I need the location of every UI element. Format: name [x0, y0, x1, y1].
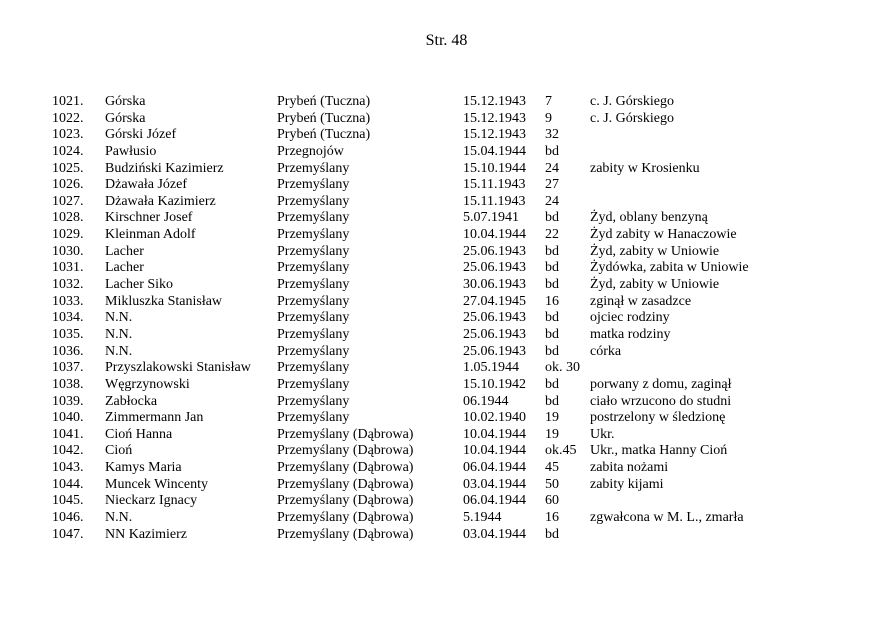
list-item [0, 177, 893, 194]
record-number: 1022. [52, 110, 84, 126]
list-item [0, 460, 893, 477]
record-date: 25.06.1943 [463, 260, 526, 276]
record-note: ciało wrzucono do studni [590, 393, 732, 409]
record-number: 1047. [52, 526, 84, 542]
list-item [0, 194, 893, 211]
record-date: 15.12.1943 [463, 127, 526, 143]
record-name: Lacher [105, 260, 144, 276]
record-age: 7 [545, 94, 552, 109]
record-number: 1046. [52, 510, 84, 526]
record-number: 1042. [52, 443, 84, 459]
record-name: Pawłusio [105, 143, 157, 159]
record-name: Górska [105, 110, 146, 126]
record-age: ok. 30 [545, 360, 580, 376]
record-age: bd [545, 143, 559, 159]
record-date: 15.10.1942 [463, 376, 526, 392]
record-date: 06.04.1944 [463, 493, 526, 509]
records-list [0, 94, 893, 543]
record-date: 25.06.1943 [463, 326, 526, 342]
record-date: 10.02.1940 [463, 410, 526, 426]
record-number: 1040. [52, 410, 84, 426]
record-note: Żyd, zabity w Uniowie [590, 277, 720, 293]
record-name: N.N. [105, 310, 133, 326]
list-item [0, 210, 893, 227]
record-name: Przyszlakowski Stanisław [105, 360, 251, 376]
record-name: N.N. [105, 326, 133, 342]
record-age: bd [545, 526, 559, 542]
list-item [0, 443, 893, 460]
list-item [0, 244, 893, 261]
record-age: bd [545, 393, 559, 409]
record-note: c. J. Górskiego [590, 110, 674, 126]
record-name: N.N. [105, 510, 133, 526]
record-number: 1028. [52, 210, 84, 226]
record-name: N.N. [105, 343, 133, 359]
record-number: 1021. [52, 94, 84, 109]
record-place: Przemyślany (Dąbrowa) [277, 526, 414, 542]
list-item [0, 111, 893, 128]
record-age: bd [545, 376, 559, 392]
record-place: Prybeń (Tuczna) [277, 110, 371, 126]
record-note: Ukr. [590, 426, 615, 442]
record-place: Przemyślany (Dąbrowa) [277, 426, 414, 442]
record-age: bd [545, 260, 559, 276]
record-date: 5.07.1941 [463, 210, 519, 226]
list-item [0, 327, 893, 344]
list-item [0, 260, 893, 277]
record-name: Lacher [105, 243, 144, 259]
record-age: bd [545, 210, 559, 226]
record-name: Budziński Kazimierz [105, 160, 224, 176]
record-number: 1036. [52, 343, 84, 359]
list-item [0, 344, 893, 361]
record-number: 1035. [52, 326, 84, 342]
record-name: Lacher Siko [105, 277, 174, 293]
record-age: 50 [545, 476, 559, 492]
list-item [0, 127, 893, 144]
list-item [0, 294, 893, 311]
record-name: Kirschner Josef [105, 210, 193, 226]
record-date: 25.06.1943 [463, 243, 526, 259]
record-date: 06.04.1944 [463, 460, 526, 476]
record-name: Górski Józef [105, 127, 177, 143]
record-age: bd [545, 343, 559, 359]
record-place: Przemyślany [277, 243, 350, 259]
record-number: 1038. [52, 376, 84, 392]
record-date: 10.04.1944 [463, 227, 526, 243]
record-place: Przemyślany [277, 277, 350, 293]
list-item [0, 510, 893, 527]
record-date: 03.04.1944 [463, 526, 526, 542]
record-place: Prybeń (Tuczna) [277, 127, 371, 143]
record-number: 1027. [52, 193, 84, 209]
record-date: 03.04.1944 [463, 476, 526, 492]
list-item [0, 377, 893, 394]
record-date: 5.1944 [463, 510, 502, 526]
record-number: 1030. [52, 243, 84, 259]
record-place: Przemyślany [277, 360, 350, 376]
record-date: 10.04.1944 [463, 443, 526, 459]
record-age: 16 [545, 293, 559, 309]
record-name: Węgrzynowski [105, 376, 190, 392]
record-name: Dżawała Józef [105, 177, 188, 193]
record-note: zabity w Krosienku [590, 160, 700, 176]
record-name: Nieckarz Ignacy [105, 493, 198, 509]
record-note: córka [590, 343, 622, 359]
record-number: 1025. [52, 160, 84, 176]
record-note: Ukr., matka Hanny Cioń [590, 443, 728, 459]
record-place: Przemyślany [277, 293, 350, 309]
list-item [0, 144, 893, 161]
record-name: Zabłocka [105, 393, 158, 409]
record-number: 1024. [52, 143, 84, 159]
record-number: 1037. [52, 360, 84, 376]
record-date: 15.11.1943 [463, 193, 526, 209]
record-number: 1045. [52, 493, 84, 509]
record-place: Przemyślany [277, 193, 350, 209]
list-item [0, 227, 893, 244]
record-place: Prybeń (Tuczna) [277, 94, 371, 109]
list-item [0, 310, 893, 327]
record-place: Przemyślany [277, 376, 350, 392]
record-date: 1.05.1944 [463, 360, 519, 376]
record-note: Żyd zabity w Hanaczowie [590, 227, 737, 243]
record-note: zabita nożami [590, 460, 669, 476]
record-place: Przemyślany (Dąbrowa) [277, 443, 414, 459]
record-age: 22 [545, 227, 559, 243]
record-number: 1043. [52, 460, 84, 476]
record-age: 19 [545, 410, 559, 426]
record-age: 27 [545, 177, 559, 193]
record-place: Przemyślany [277, 210, 350, 226]
record-age: bd [545, 310, 559, 326]
record-number: 1031. [52, 260, 84, 276]
record-place: Przemyślany [277, 410, 350, 426]
record-date: 15.10.1944 [463, 160, 526, 176]
record-place: Przemyślany [277, 393, 350, 409]
record-note: c. J. Górskiego [590, 94, 674, 109]
record-name: Kleinman Adolf [105, 227, 196, 243]
record-age: bd [545, 277, 559, 293]
record-note: ojciec rodziny [590, 310, 670, 326]
list-item [0, 493, 893, 510]
record-place: Przemyślany [277, 326, 350, 342]
record-note: matka rodziny [590, 326, 671, 342]
page-title: Str. 48 [425, 32, 468, 49]
record-age: 9 [545, 110, 552, 126]
list-item [0, 277, 893, 294]
record-age: 24 [545, 193, 559, 209]
record-place: Przemyślany [277, 227, 350, 243]
record-name: Zimmermann Jan [105, 410, 204, 426]
record-age: ok.45 [545, 443, 577, 459]
record-number: 1039. [52, 393, 84, 409]
record-date: 10.04.1944 [463, 426, 526, 442]
record-date: 15.11.1943 [463, 177, 526, 193]
record-place: Przemyślany [277, 160, 350, 176]
record-age: 24 [545, 160, 559, 176]
record-place: Przemyślany (Dąbrowa) [277, 510, 414, 526]
record-age: bd [545, 243, 559, 259]
record-age: 32 [545, 127, 559, 143]
record-note: postrzelony w śledzionę [590, 410, 726, 426]
record-number: 1044. [52, 476, 84, 492]
record-note: zabity kijami [590, 476, 664, 492]
list-item [0, 360, 893, 377]
record-number: 1041. [52, 426, 84, 442]
record-date: 15.12.1943 [463, 110, 526, 126]
list-item [0, 410, 893, 427]
list-item [0, 527, 893, 544]
record-date: 25.06.1943 [463, 310, 526, 326]
record-age: bd [545, 326, 559, 342]
record-note: Żyd, zabity w Uniowie [590, 243, 720, 259]
record-age: 45 [545, 460, 559, 476]
record-number: 1026. [52, 177, 84, 193]
record-name: Cioń [105, 443, 133, 459]
record-note: porwany z domu, zaginął [590, 376, 732, 392]
record-number: 1029. [52, 227, 84, 243]
list-item [0, 427, 893, 444]
record-note: zgwałcona w M. L., zmarła [590, 510, 744, 526]
record-place: Przemyślany (Dąbrowa) [277, 476, 414, 492]
record-name: Muncek Wincenty [105, 476, 208, 492]
record-note: Żydówka, zabita w Uniowie [590, 260, 749, 276]
record-date: 15.12.1943 [463, 94, 526, 109]
record-name: Mikluszka Stanisław [105, 293, 223, 309]
record-date: 30.06.1943 [463, 277, 526, 293]
record-place: Przemyślany [277, 343, 350, 359]
list-item [0, 394, 893, 411]
record-date: 06.1944 [463, 393, 509, 409]
record-date: 25.06.1943 [463, 343, 526, 359]
record-number: 1034. [52, 310, 84, 326]
record-age: 16 [545, 510, 559, 526]
record-number: 1033. [52, 293, 84, 309]
record-name: Kamys Maria [105, 460, 182, 476]
list-item [0, 477, 893, 494]
record-place: Przemyślany (Dąbrowa) [277, 460, 414, 476]
record-note: zginął w zasadzce [590, 293, 692, 309]
record-name: Górska [105, 94, 146, 109]
record-date: 15.04.1944 [463, 143, 526, 159]
record-number: 1023. [52, 127, 84, 143]
record-name: NN Kazimierz [105, 526, 188, 542]
list-item [0, 161, 893, 178]
record-place: Przemyślany (Dąbrowa) [277, 493, 414, 509]
record-age: 19 [545, 426, 559, 442]
record-age: 60 [545, 493, 559, 509]
record-name: Dżawała Kazimierz [105, 193, 216, 209]
record-place: Przemyślany [277, 177, 350, 193]
record-place: Przemyślany [277, 310, 350, 326]
record-place: Przegnojów [277, 143, 344, 159]
record-name: Cioń Hanna [105, 426, 173, 442]
record-date: 27.04.1945 [463, 293, 526, 309]
record-note: Żyd, oblany benzyną [590, 210, 708, 226]
record-place: Przemyślany [277, 260, 350, 276]
list-item [0, 94, 893, 111]
record-number: 1032. [52, 277, 84, 293]
